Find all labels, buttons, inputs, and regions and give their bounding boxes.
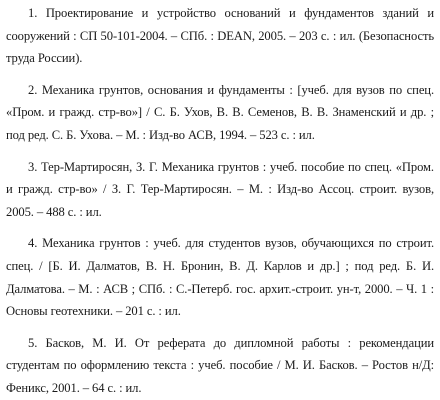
reference-item: [6, 332, 434, 400]
reference-text: Басков, М. И. От реферата до дипломной работы : рекомендации студентам по оформлению текста : учеб. пособие / М. И. Басков. – Ростов н/Д: Феникс, 2001. – 64 с. : ил.: [6, 335, 434, 395]
reference-text: Механика грунтов, основания и фундаменты : [учеб. для вузов по спец. «Пром. и гражд. стр-во»] / С. Б. Ухов, В. В. Семенов, В. В. Знаменский и др. ; под ред. С. Б. Ухова. – М. : Изд-во АСВ, 1994. – 523 с. : ил.: [6, 82, 434, 142]
reference-number: 3.: [28, 159, 38, 174]
reference-text: Тер-Мартиросян, З. Г. Механика грунтов : учеб. пособие по спец. «Пром. и гражд. стр-во» / З. Г. Тер-Мартиросян. – М. : Изд-во Ассоц. строит. вузов, 2005. – 488 с. : ил.: [6, 159, 434, 219]
reference-number: 4.: [28, 236, 38, 251]
reference-number: 1.: [28, 6, 38, 20]
reference-item: [6, 2, 434, 70]
reference-text: Механика грунтов : учеб. для студентов вузов, обучающихся по строит. спец. / [Б. И. Далматов, В. Н. Бронин, В. Д. Карлов и др.] ; под ред. Б. И. Далматова. – М. : АСВ ; СПб. : С.-Петерб. гос. архит.-строит. ун-т, 2000. – Ч. 1 : Основы геотехники. – 201 с. : ил.: [6, 236, 434, 319]
reference-item: [6, 232, 434, 322]
reference-item: [6, 156, 434, 224]
reference-text: Проектирование и устройство оснований и фундаментов зданий и сооружений : СП 50-101-2004. – СПб. : DEAN, 2005. – 203 с. : ил. (Безопасность труда России).: [6, 6, 434, 66]
reference-number: 5.: [28, 335, 38, 350]
reference-number: 2.: [28, 82, 38, 97]
reference-item: [6, 79, 434, 147]
reference-list: [6, 2, 434, 400]
